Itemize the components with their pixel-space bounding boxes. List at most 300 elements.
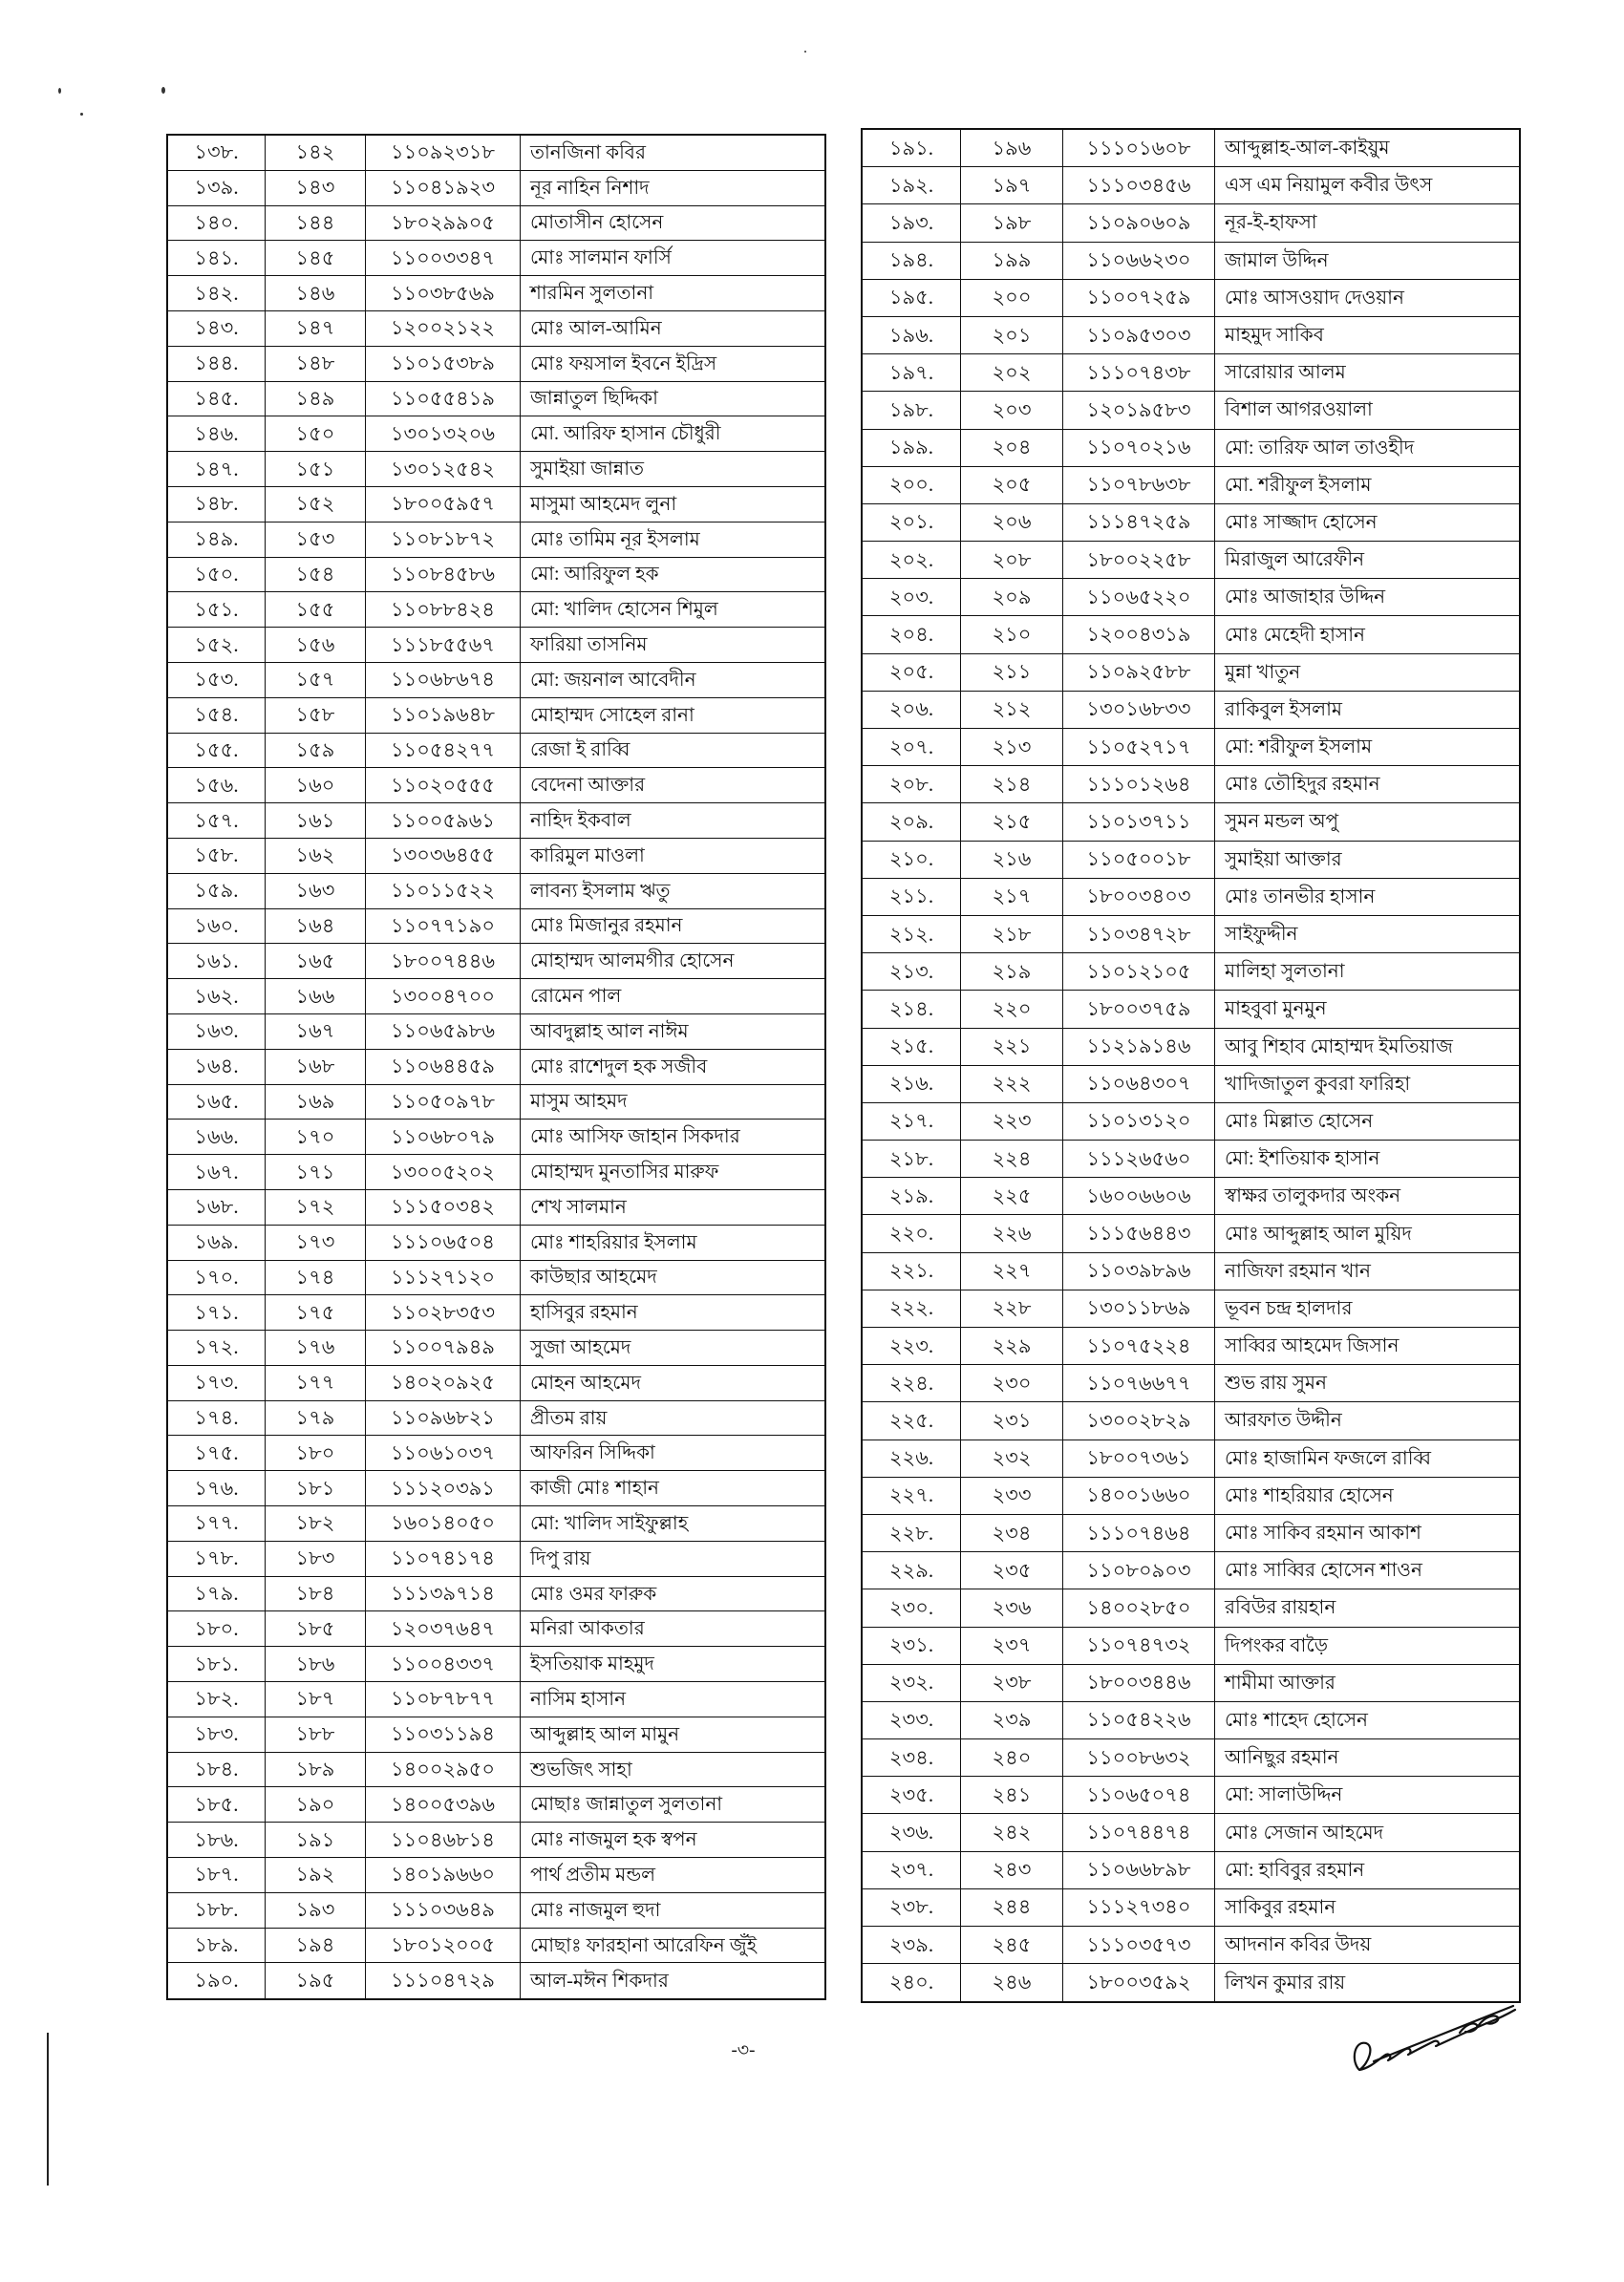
table-row — [863, 1964, 1519, 2001]
registration-cell: ১২০১৯৫৮৩ — [1063, 392, 1215, 428]
registration-cell: ১৩০০৫২০২ — [366, 1155, 521, 1189]
serial-cell: ১৮১. — [168, 1647, 266, 1681]
name-cell: মো: খালিদ সাইফুল্লাহ — [530, 1512, 689, 1534]
serial-cell: ২০৯. — [863, 803, 961, 840]
registration-cell: ১১০৮০৯০৩ — [1063, 1552, 1215, 1589]
roll-number-cell: ২৩১ — [961, 1402, 1063, 1439]
scan-mark — [80, 113, 83, 116]
registration-cell: ১১০৮৪৫৮৬ — [366, 558, 521, 592]
serial-cell: ১৬০. — [168, 909, 266, 944]
roll-number-cell: ১৭১ — [266, 1155, 366, 1189]
table-row — [863, 1141, 1519, 1178]
name-cell: আদনান কবির উদয় — [1225, 1934, 1372, 1956]
roll-number-cell: ১৪৯ — [266, 382, 366, 416]
roll-number-cell: ২০৪ — [961, 430, 1063, 466]
serial-cell: ২১২. — [863, 916, 961, 952]
table-row — [863, 579, 1519, 616]
table-row — [863, 1215, 1519, 1252]
name-cell: নাসিম হাসান — [530, 1688, 627, 1710]
serial-cell: ২৩২. — [863, 1665, 961, 1701]
table-row — [168, 1401, 824, 1437]
serial-cell: ১৫২. — [168, 628, 266, 662]
serial-cell: ১৬৫. — [168, 1085, 266, 1120]
registration-cell: ১১০৮১৮৭২ — [366, 523, 521, 557]
roll-number-cell: ২০৮ — [961, 542, 1063, 578]
name-cell: জামাল উদ্দিন — [1225, 249, 1329, 271]
registration-cell: ১১০৬৫০৭৪ — [1063, 1777, 1215, 1813]
roll-number-cell: ১৭২ — [266, 1190, 366, 1225]
serial-cell: ১৮৩. — [168, 1717, 266, 1752]
registration-cell: ১১০০৫৯৬১ — [366, 803, 521, 838]
serial-cell: ১৪০. — [168, 206, 266, 241]
name-cell: ইসতিয়াক মাহমুদ — [530, 1653, 654, 1675]
table-row — [863, 1589, 1519, 1627]
table-row — [168, 523, 824, 558]
table-row — [863, 1328, 1519, 1365]
name-cell: কাজী মোঃ শাহান — [530, 1478, 659, 1500]
roll-number-cell: ২১৭ — [961, 879, 1063, 915]
table-row — [863, 842, 1519, 879]
table-row — [168, 1261, 824, 1296]
roll-number-cell: ২২০ — [961, 991, 1063, 1027]
table-row — [863, 243, 1519, 280]
serial-cell: ১৮০. — [168, 1611, 266, 1646]
serial-cell: ২০৫. — [863, 654, 961, 691]
table-row — [168, 1577, 824, 1612]
registration-cell: ১১০১১৫২২ — [366, 874, 521, 908]
registration-cell: ১১০৯২৫৮৮ — [1063, 654, 1215, 691]
roll-number-cell: ২১১ — [961, 654, 1063, 691]
registration-cell: ১৩০১৬৮৩৩ — [1063, 692, 1215, 728]
roll-number-cell: ১৯২ — [266, 1858, 366, 1892]
serial-cell: ১৬৬. — [168, 1120, 266, 1154]
serial-cell: ২২২. — [863, 1290, 961, 1327]
roll-number-cell: ১৮০ — [266, 1436, 366, 1470]
name-cell: নাজিফা রহমান খান — [1225, 1260, 1371, 1282]
roll-number-cell: ২২৮ — [961, 1290, 1063, 1327]
roll-number-cell: ২৪১ — [961, 1777, 1063, 1813]
roll-number-cell: ১৭০ — [266, 1120, 366, 1154]
name-cell: প্রীতম রায় — [530, 1407, 608, 1429]
registration-cell: ১১০৮৮৪২৪ — [366, 592, 521, 627]
serial-cell: ২০০. — [863, 467, 961, 503]
registration-cell: ১১০০৭৯৪৯ — [366, 1331, 521, 1365]
registration-cell: ১২০০৪৩১৯ — [1063, 616, 1215, 652]
table-row — [168, 1647, 824, 1682]
roll-number-cell: ২০৩ — [961, 392, 1063, 428]
registration-cell: ১৪০০২৯৫০ — [366, 1753, 521, 1787]
page-number: -৩- — [731, 2040, 756, 2060]
roll-number-cell: ১৫৮ — [266, 698, 366, 733]
roll-number-cell: ২১০ — [961, 616, 1063, 652]
serial-cell: ২২০. — [863, 1215, 961, 1251]
table-row — [863, 1814, 1519, 1851]
table-row — [168, 1682, 824, 1717]
serial-cell: ১৬২. — [168, 979, 266, 1013]
name-cell: কারিমুল মাওলা — [530, 844, 645, 866]
registration-cell: ১১০৭৮৬৩৮ — [1063, 467, 1215, 503]
serial-cell: ২১৩. — [863, 953, 961, 990]
registration-cell: ১৮০০৩৭৫৯ — [1063, 991, 1215, 1027]
table-row — [863, 1628, 1519, 1665]
roll-number-cell: ২৪০ — [961, 1739, 1063, 1776]
serial-cell: ২১৮. — [863, 1141, 961, 1177]
roll-number-cell: ২৪৬ — [961, 1964, 1063, 2001]
name-cell: মোঃ মিল্লাত হোসেন — [1225, 1110, 1374, 1132]
roll-number-cell: ১৫৩ — [266, 523, 366, 557]
roll-number-cell: ১৬৭ — [266, 1014, 366, 1049]
serial-cell: ১৪২. — [168, 276, 266, 310]
table-row — [863, 1852, 1519, 1889]
table-row — [863, 1365, 1519, 1402]
name-cell: আবদুল্লাহ আল নাঈম — [530, 1020, 689, 1042]
registration-cell: ১১১৪৭২৫৯ — [1063, 504, 1215, 541]
table-row — [863, 1552, 1519, 1589]
serial-cell: ১৪৬. — [168, 416, 266, 451]
serial-cell: ১৪৮. — [168, 487, 266, 522]
name-cell: মোঃ তানভীর হাসান — [1225, 885, 1376, 907]
name-cell: মাসুমা আহমেদ লুনা — [530, 493, 677, 515]
table-row — [168, 1190, 824, 1226]
serial-cell: ১৪৭. — [168, 452, 266, 486]
serial-cell: ১৮২. — [168, 1682, 266, 1717]
name-cell: মোঃ আব্দুল্লাহ আল মুয়িদ — [1225, 1223, 1412, 1245]
table-row — [168, 1753, 824, 1788]
roll-number-cell: ১৯১ — [266, 1823, 366, 1857]
serial-cell: ১৫৯. — [168, 874, 266, 908]
registration-cell: ১১০৯০৬০৯ — [1063, 204, 1215, 241]
name-cell: দিপু রায় — [530, 1547, 591, 1569]
name-cell: মনিরা আকতার — [530, 1618, 645, 1640]
serial-cell: ২১৭. — [863, 1103, 961, 1140]
registration-cell: ১১১৩৯৭১৪ — [366, 1577, 521, 1611]
table-row — [863, 1702, 1519, 1739]
table-row — [168, 1929, 824, 1964]
table-row — [168, 206, 824, 242]
roll-number-cell: ১৫৫ — [266, 592, 366, 627]
roll-number-cell: ২৩২ — [961, 1440, 1063, 1477]
roll-number-cell: ১৮৯ — [266, 1753, 366, 1787]
serial-cell: ২৪০. — [863, 1964, 961, 2001]
registration-cell: ১১১৫৬৪৪৩ — [1063, 1215, 1215, 1251]
table-row — [863, 504, 1519, 542]
name-cell: বেদেনা আক্তার — [530, 775, 646, 797]
name-cell: আব্দুল্লাহ-আল-কাইয়ুম — [1225, 138, 1390, 160]
registration-cell: ১১১০৩৪৫৬ — [1063, 167, 1215, 203]
serial-cell: ১৯৭. — [863, 354, 961, 391]
signature — [1345, 2000, 1521, 2077]
table-row — [863, 803, 1519, 841]
serial-cell: ২৩১. — [863, 1628, 961, 1664]
table-row — [168, 944, 824, 979]
name-cell: মোহন আহমেদ — [530, 1372, 641, 1394]
serial-cell: ২৩৭. — [863, 1852, 961, 1888]
serial-cell: ২২১. — [863, 1253, 961, 1290]
serial-cell: ১৩৯. — [168, 171, 266, 205]
registration-cell: ১১০৬৫৯৮৬ — [366, 1014, 521, 1049]
name-cell: মো. আরিফ হাসান চৌধুরী — [530, 423, 721, 445]
roll-number-cell: ১৬৮ — [266, 1050, 366, 1084]
roll-number-cell: ২১৬ — [961, 842, 1063, 878]
name-cell: সুমাইয়া জান্নাত — [530, 459, 645, 480]
registration-cell: ১১১২০৩৯১ — [366, 1471, 521, 1505]
table-row — [863, 953, 1519, 991]
table-row — [168, 416, 824, 452]
name-cell: ফারিয়া তাসনিম — [530, 634, 648, 656]
name-cell: নূর-ই-হাফসা — [1225, 212, 1317, 234]
registration-cell: ১১০৩৮৫৬৯ — [366, 276, 521, 310]
registration-cell: ১১১০৬৫০৪ — [366, 1226, 521, 1260]
serial-cell: ১৫০. — [168, 558, 266, 592]
name-cell: সাকিবুর রহমান — [1225, 1896, 1336, 1918]
serial-cell: ১৭৬. — [168, 1471, 266, 1505]
table-row — [168, 839, 824, 874]
name-cell: মোঃ সালমান ফার্সি — [530, 247, 672, 269]
table-row — [168, 803, 824, 839]
registration-cell: ১১০৫০০১৮ — [1063, 842, 1215, 878]
roll-number-cell: ২২৫ — [961, 1178, 1063, 1214]
roll-number-cell: ২১৯ — [961, 953, 1063, 990]
roll-number-cell: ১৮৮ — [266, 1717, 366, 1752]
name-cell: মোঃ তামিম নূর ইসলাম — [530, 528, 700, 550]
name-cell: সুজা আহমেদ — [530, 1336, 631, 1358]
registration-cell: ১১১৫০৩৪২ — [366, 1190, 521, 1225]
table-row — [168, 1366, 824, 1401]
registration-cell: ১১০৫২৭১৭ — [1063, 729, 1215, 765]
name-cell: মোঃ নাজমুল হক স্বপন — [530, 1829, 697, 1851]
roll-number-cell: ১৮৩ — [266, 1542, 366, 1576]
roll-number-cell: ১৫৭ — [266, 663, 366, 697]
name-cell: মো: ইশতিয়াক হাসান — [1225, 1148, 1380, 1170]
table-row — [168, 1858, 824, 1893]
table-row — [863, 1066, 1519, 1103]
name-cell: সাইফুদ্দীন — [1225, 924, 1298, 946]
serial-cell: ২২৬. — [863, 1440, 961, 1477]
serial-cell: ১৪৯. — [168, 523, 266, 557]
serial-cell: ২১০. — [863, 842, 961, 878]
name-cell: আফরিন সিদ্দিকা — [530, 1442, 655, 1464]
registration-cell: ১৩০১২৫৪২ — [366, 452, 521, 486]
table-row — [168, 1506, 824, 1542]
serial-cell: ২১৫. — [863, 1029, 961, 1065]
table-row — [863, 1103, 1519, 1141]
name-cell: মোঃ আজাহার উদ্দিন — [1225, 586, 1386, 608]
roll-number-cell: ২০২ — [961, 354, 1063, 391]
name-cell: মোঃ ফয়সাল ইবনে ইদ্রিস — [530, 352, 717, 374]
name-cell: লিখন কুমার রায় — [1225, 1972, 1346, 1994]
serial-cell: ১৫৬. — [168, 768, 266, 802]
registration-cell: ১১১২৬৫৬০ — [1063, 1141, 1215, 1177]
serial-cell: ১৪৫. — [168, 382, 266, 416]
roll-number-cell: ২৪৪ — [961, 1889, 1063, 1926]
table-row — [168, 1436, 824, 1471]
table-row — [168, 1542, 824, 1577]
registration-cell: ১১০৩১১৯৪ — [366, 1717, 521, 1752]
table-row — [863, 692, 1519, 729]
table-row — [168, 1893, 824, 1929]
roll-number-cell: ২১৩ — [961, 729, 1063, 765]
roll-number-cell: ১৯৯ — [961, 243, 1063, 279]
registration-cell: ১১১৮৫৫৬৭ — [366, 628, 521, 662]
serial-cell: ২১৬. — [863, 1066, 961, 1102]
table-row — [168, 1295, 824, 1331]
roll-number-cell: ২২২ — [961, 1066, 1063, 1102]
roll-number-cell: ১৬৬ — [266, 979, 366, 1013]
registration-cell: ১৪০২০৯২৫ — [366, 1366, 521, 1400]
registration-cell: ১৩০১৩২০৬ — [366, 416, 521, 451]
registration-cell: ১১০৫০৯৭৮ — [366, 1085, 521, 1120]
scan-edge-line — [47, 2033, 49, 2186]
table-row — [863, 1253, 1519, 1290]
serial-cell: ২০১. — [863, 504, 961, 541]
name-cell: মাসুম আহমদ — [530, 1091, 628, 1113]
serial-cell: ২২৯. — [863, 1552, 961, 1589]
table-row — [168, 1787, 824, 1823]
registration-cell: ১১০৭৫২২৪ — [1063, 1328, 1215, 1364]
roll-number-cell: ১৪৭ — [266, 311, 366, 346]
serial-cell: ১৮৮. — [168, 1893, 266, 1928]
serial-cell: ১৭৫. — [168, 1436, 266, 1470]
table-row — [168, 1717, 824, 1753]
registration-cell: ১১০৭৪১৭৪ — [366, 1542, 521, 1576]
registration-cell: ১১১২৭১২০ — [366, 1261, 521, 1295]
table-row — [168, 1085, 824, 1120]
name-cell: আবু শিহাব মোহাম্মদ ইমতিয়াজ — [1225, 1035, 1453, 1057]
name-cell: নাহিদ ইকবাল — [530, 810, 631, 832]
name-cell: মো: আরিফুল হক — [530, 564, 659, 586]
serial-cell: ১৭৪. — [168, 1401, 266, 1436]
registration-cell: ১১০৭৬৬৭৭ — [1063, 1365, 1215, 1401]
registration-cell: ১১০৬৪৪৫৯ — [366, 1050, 521, 1084]
table-row — [863, 1178, 1519, 1215]
registration-cell: ১৩০০৪৭০০ — [366, 979, 521, 1013]
serial-cell: ২০৬. — [863, 692, 961, 728]
roll-number-cell: ২১৫ — [961, 803, 1063, 840]
name-cell: শামীমা আক্তার — [1225, 1672, 1336, 1694]
name-cell: শারমিন সুলতানা — [530, 283, 654, 305]
roll-number-cell: ১৯০ — [266, 1787, 366, 1822]
table-row — [863, 204, 1519, 242]
name-cell: আরফাত উদ্দীন — [1225, 1410, 1342, 1432]
table-row — [863, 1777, 1519, 1814]
serial-cell: ১৬৩. — [168, 1014, 266, 1049]
roll-number-cell: ১৬২ — [266, 839, 366, 873]
registration-cell: ১১১০৭৪৩৮ — [1063, 354, 1215, 391]
serial-cell: ১৫১. — [168, 592, 266, 627]
table-row — [863, 1889, 1519, 1927]
roll-number-cell: ১৫২ — [266, 487, 366, 522]
name-cell: মোঃ রাশেদুল হক সজীব — [530, 1056, 708, 1077]
roll-number-cell: ২০৯ — [961, 579, 1063, 615]
table-row — [168, 1226, 824, 1261]
registration-cell: ১১০৫৪২৭৭ — [366, 734, 521, 768]
table-row — [863, 729, 1519, 766]
name-cell: মো: জয়নাল আবেদীন — [530, 669, 696, 691]
name-cell: সাব্বির আহমেদ জিসান — [1225, 1335, 1400, 1357]
registration-cell: ১১২১৯১৪৬ — [1063, 1029, 1215, 1065]
table-row — [863, 1927, 1519, 1964]
serial-cell: ২৩৫. — [863, 1777, 961, 1813]
serial-cell: ১৪১. — [168, 241, 266, 275]
registration-cell: ১১০০৩৩৪৭ — [366, 241, 521, 275]
name-cell: জান্নাতুল ছিদ্দিকা — [530, 388, 658, 410]
serial-cell: ১৯৩. — [863, 204, 961, 241]
table-row — [168, 628, 824, 663]
roll-number-cell: ১৭৪ — [266, 1261, 366, 1295]
registration-cell: ১১০৫৪২২৬ — [1063, 1702, 1215, 1738]
name-cell: মোঃ সেজান আহমেদ — [1225, 1822, 1384, 1844]
scan-mark — [804, 51, 806, 53]
serial-cell: ২৩৩. — [863, 1702, 961, 1738]
table-row — [168, 874, 824, 909]
roll-number-cell: ১৬৯ — [266, 1085, 366, 1120]
roll-number-cell: ১৯৭ — [961, 167, 1063, 203]
registration-cell: ১১০১২১০৫ — [1063, 953, 1215, 990]
registration-cell: ১৮০২৯৯০৫ — [366, 206, 521, 241]
registration-cell: ১১০১৩৭১১ — [1063, 803, 1215, 840]
name-cell: কাউছার আহমেদ — [530, 1267, 657, 1289]
name-cell: মো. শরীফুল ইসলাম — [1225, 474, 1372, 496]
table-row — [168, 1050, 824, 1085]
table-row — [863, 467, 1519, 504]
registration-cell: ১১০৪৬৮১৪ — [366, 1823, 521, 1857]
roll-number-cell: ১৮১ — [266, 1471, 366, 1505]
serial-cell: ২০২. — [863, 542, 961, 578]
registration-cell: ১৬০১৪০৫০ — [366, 1506, 521, 1541]
name-cell: মোঃ শাহরিয়ার ইসলাম — [530, 1231, 697, 1253]
name-cell: মো: খালিদ হোসেন শিমুল — [530, 599, 718, 621]
name-cell: রেজা ই রাব্বি — [530, 739, 630, 761]
serial-cell: ১৯৮. — [863, 392, 961, 428]
name-cell: মোঃ আল-আমিন — [530, 317, 662, 339]
roll-number-cell: ১৯৮ — [961, 204, 1063, 241]
serial-cell: ২২৮. — [863, 1515, 961, 1551]
registration-cell: ১৮০০২২৫৮ — [1063, 542, 1215, 578]
serial-cell: ১৮৭. — [168, 1858, 266, 1892]
roll-number-cell: ১৯৪ — [266, 1929, 366, 1963]
serial-cell: ১৬৯. — [168, 1226, 266, 1260]
roll-number-cell: ১৭৭ — [266, 1366, 366, 1400]
scan-mark — [161, 87, 165, 94]
registration-cell: ১১০৬৬৮৯৮ — [1063, 1852, 1215, 1888]
registration-cell: ১১০১৯৬৪৮ — [366, 698, 521, 733]
registration-cell: ১১০০৭২৫৯ — [1063, 280, 1215, 316]
name-cell: মিরাজুল আরেফীন — [1225, 549, 1365, 571]
serial-cell: ১৭৩. — [168, 1366, 266, 1400]
table-row — [863, 430, 1519, 467]
registration-cell: ১১০২৮৩৫৩ — [366, 1295, 521, 1330]
registration-cell: ১১০৯৫৩০৩ — [1063, 317, 1215, 353]
table-row — [168, 487, 824, 523]
name-cell: মোঃ সাকিব রহমান আকাশ — [1225, 1523, 1421, 1545]
registration-cell: ১১০৪১৯২৩ — [366, 171, 521, 205]
name-cell: মোঃ সাব্বির হোসেন শাওন — [1225, 1560, 1422, 1582]
table-row — [863, 280, 1519, 317]
registration-cell: ১২০০২১২২ — [366, 311, 521, 346]
roll-number-cell: ২০৬ — [961, 504, 1063, 541]
registration-cell: ১২০৩৭৬৪৭ — [366, 1611, 521, 1646]
name-cell: মোঃ ওমর ফারুক — [530, 1583, 657, 1605]
roll-number-cell: ২০০ — [961, 280, 1063, 316]
serial-cell: ১৭৯. — [168, 1577, 266, 1611]
serial-cell: ১৯৬. — [863, 317, 961, 353]
roll-number-cell: ১৫৯ — [266, 734, 366, 768]
roll-number-cell: ২৩৯ — [961, 1702, 1063, 1738]
table-row — [863, 1290, 1519, 1328]
roll-number-cell: ২০১ — [961, 317, 1063, 353]
roll-number-cell: ২৩৮ — [961, 1665, 1063, 1701]
registration-cell: ১১০৫৫৪১৯ — [366, 382, 521, 416]
